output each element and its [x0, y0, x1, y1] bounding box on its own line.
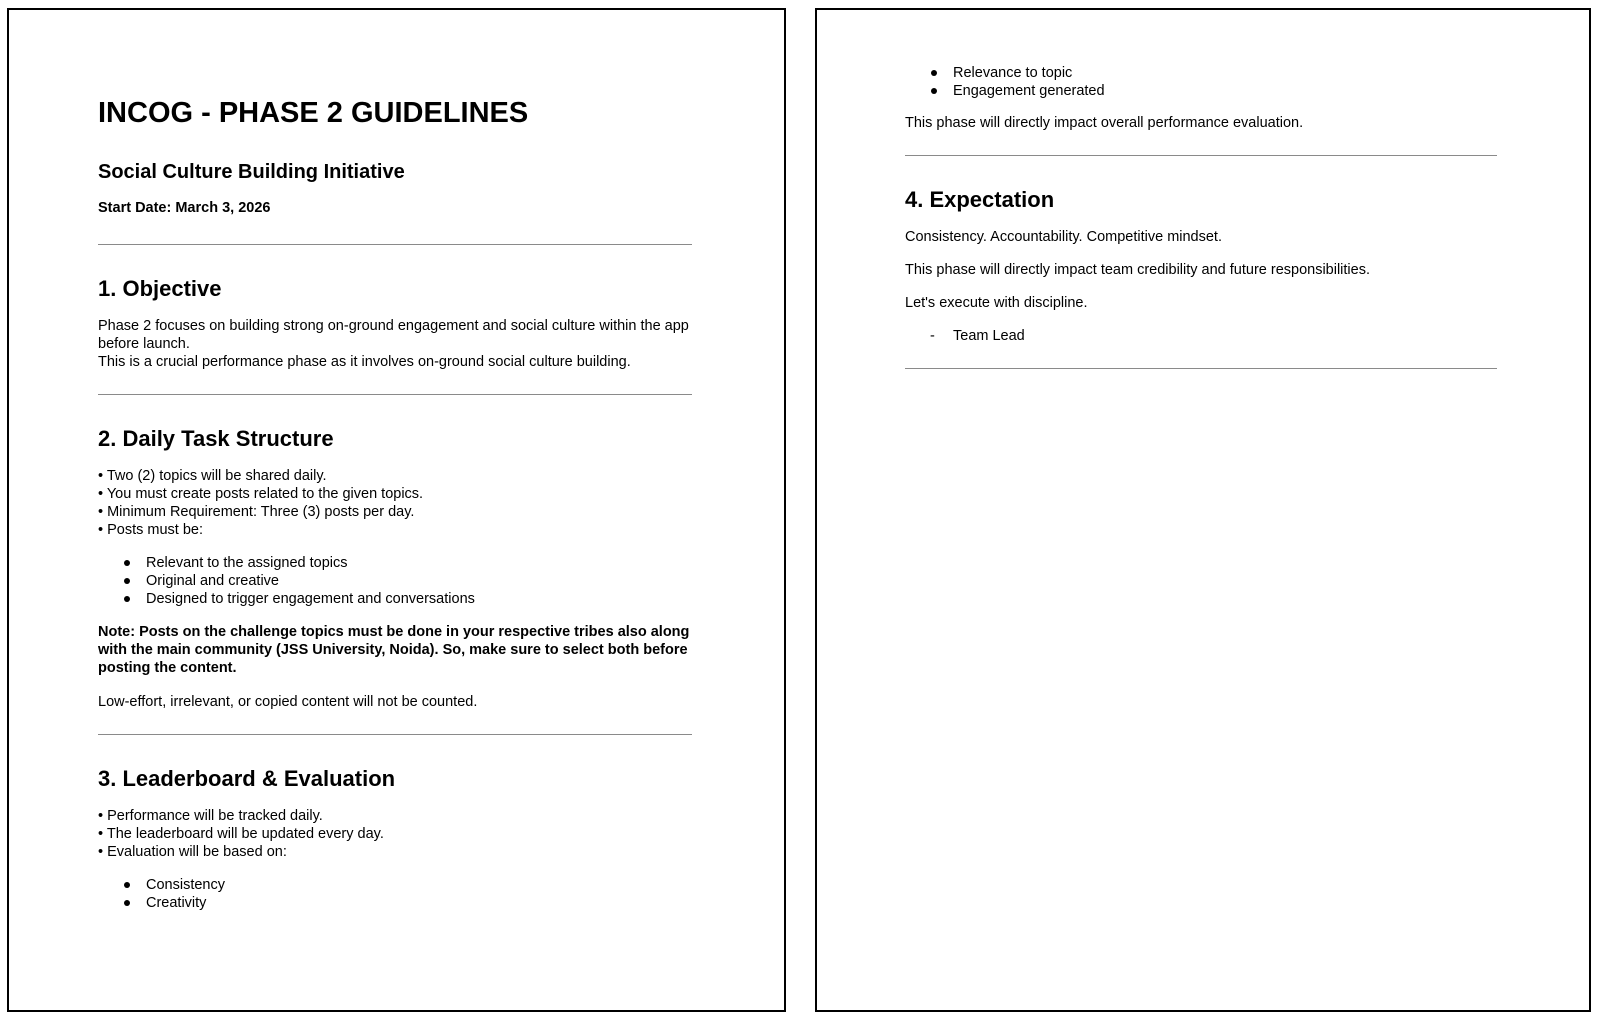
list-item: Designed to trigger engagement and conversations [98, 590, 692, 608]
document-subtitle: Social Culture Building Initiative [98, 161, 405, 183]
note-paragraph: Note: Posts on the challenge topics must be done in your respective tribes also along with the main community (JSS University, Noida). So, make sure to select both before posting the content. [98, 624, 690, 676]
section-heading-daily-task: 2. Daily Task Structure [98, 426, 334, 451]
objective-line-2: This is a crucial performance phase as it involves on-ground social culture building. [98, 354, 631, 370]
section-divider [905, 155, 1497, 156]
objective-line-1: Phase 2 focuses on building strong on-ground engagement and social culture within the app before launch. [98, 318, 689, 352]
expectation-line-2: This phase will directly impact team credibility and future responsibilities. [905, 262, 1370, 278]
section-divider [98, 734, 692, 735]
list-item: Relevant to the assigned topics [98, 554, 692, 572]
bullet-line: • Minimum Requirement: Three (3) posts per day. [98, 504, 415, 520]
document-title: INCOG - PHASE 2 GUIDELINES [98, 97, 529, 129]
expectation-line-1: Consistency. Accountability. Competitive mindset. [905, 229, 1222, 245]
leaderboard-sub-bullets [98, 876, 692, 912]
section-divider [98, 394, 692, 395]
list-item: Creativity [98, 894, 692, 912]
page-1 [7, 8, 786, 1012]
section-heading-expectation: 4. Expectation [905, 187, 1055, 212]
daily-task-bullet-lines [98, 467, 692, 539]
section-divider [905, 368, 1497, 369]
leaderboard-bullet-lines [98, 807, 692, 861]
list-item: Consistency [98, 876, 692, 894]
list-item: Relevance to topic [905, 64, 1497, 82]
signature-text: Team Lead [953, 328, 1025, 344]
signature-line [905, 327, 1497, 345]
bullet-line: • Performance will be tracked daily. [98, 808, 323, 824]
page-1-content [9, 10, 784, 1010]
list-item: Engagement generated [905, 82, 1497, 100]
section-heading-objective: 1. Objective [98, 276, 222, 301]
bullet-line: • The leaderboard will be updated every day. [98, 826, 384, 842]
bullet-line: • You must create posts related to the given topics. [98, 486, 424, 502]
page-2-content [817, 10, 1589, 1010]
bullet-line: • Two (2) topics will be shared daily. [98, 468, 327, 484]
bullet-line: • Evaluation will be based on: [98, 844, 287, 860]
objective-paragraph [98, 317, 692, 371]
section-heading-leaderboard: 3. Leaderboard & Evaluation [98, 766, 396, 791]
page-2 [815, 8, 1591, 1012]
footnote-paragraph: Low-effort, irrelevant, or copied content will not be counted. [98, 694, 478, 710]
list-item: Original and creative [98, 572, 692, 590]
daily-task-sub-bullets [98, 554, 692, 608]
expectation-line-3: Let's execute with discipline. [905, 295, 1088, 311]
impact-paragraph: This phase will directly impact overall performance evaluation. [905, 115, 1304, 131]
signature-dash: - [930, 328, 935, 344]
start-date: Start Date: March 3, 2026 [98, 200, 271, 216]
evaluation-sub-bullets-continued [905, 64, 1497, 100]
section-divider [98, 244, 692, 245]
bullet-line: • Posts must be: [98, 522, 204, 538]
